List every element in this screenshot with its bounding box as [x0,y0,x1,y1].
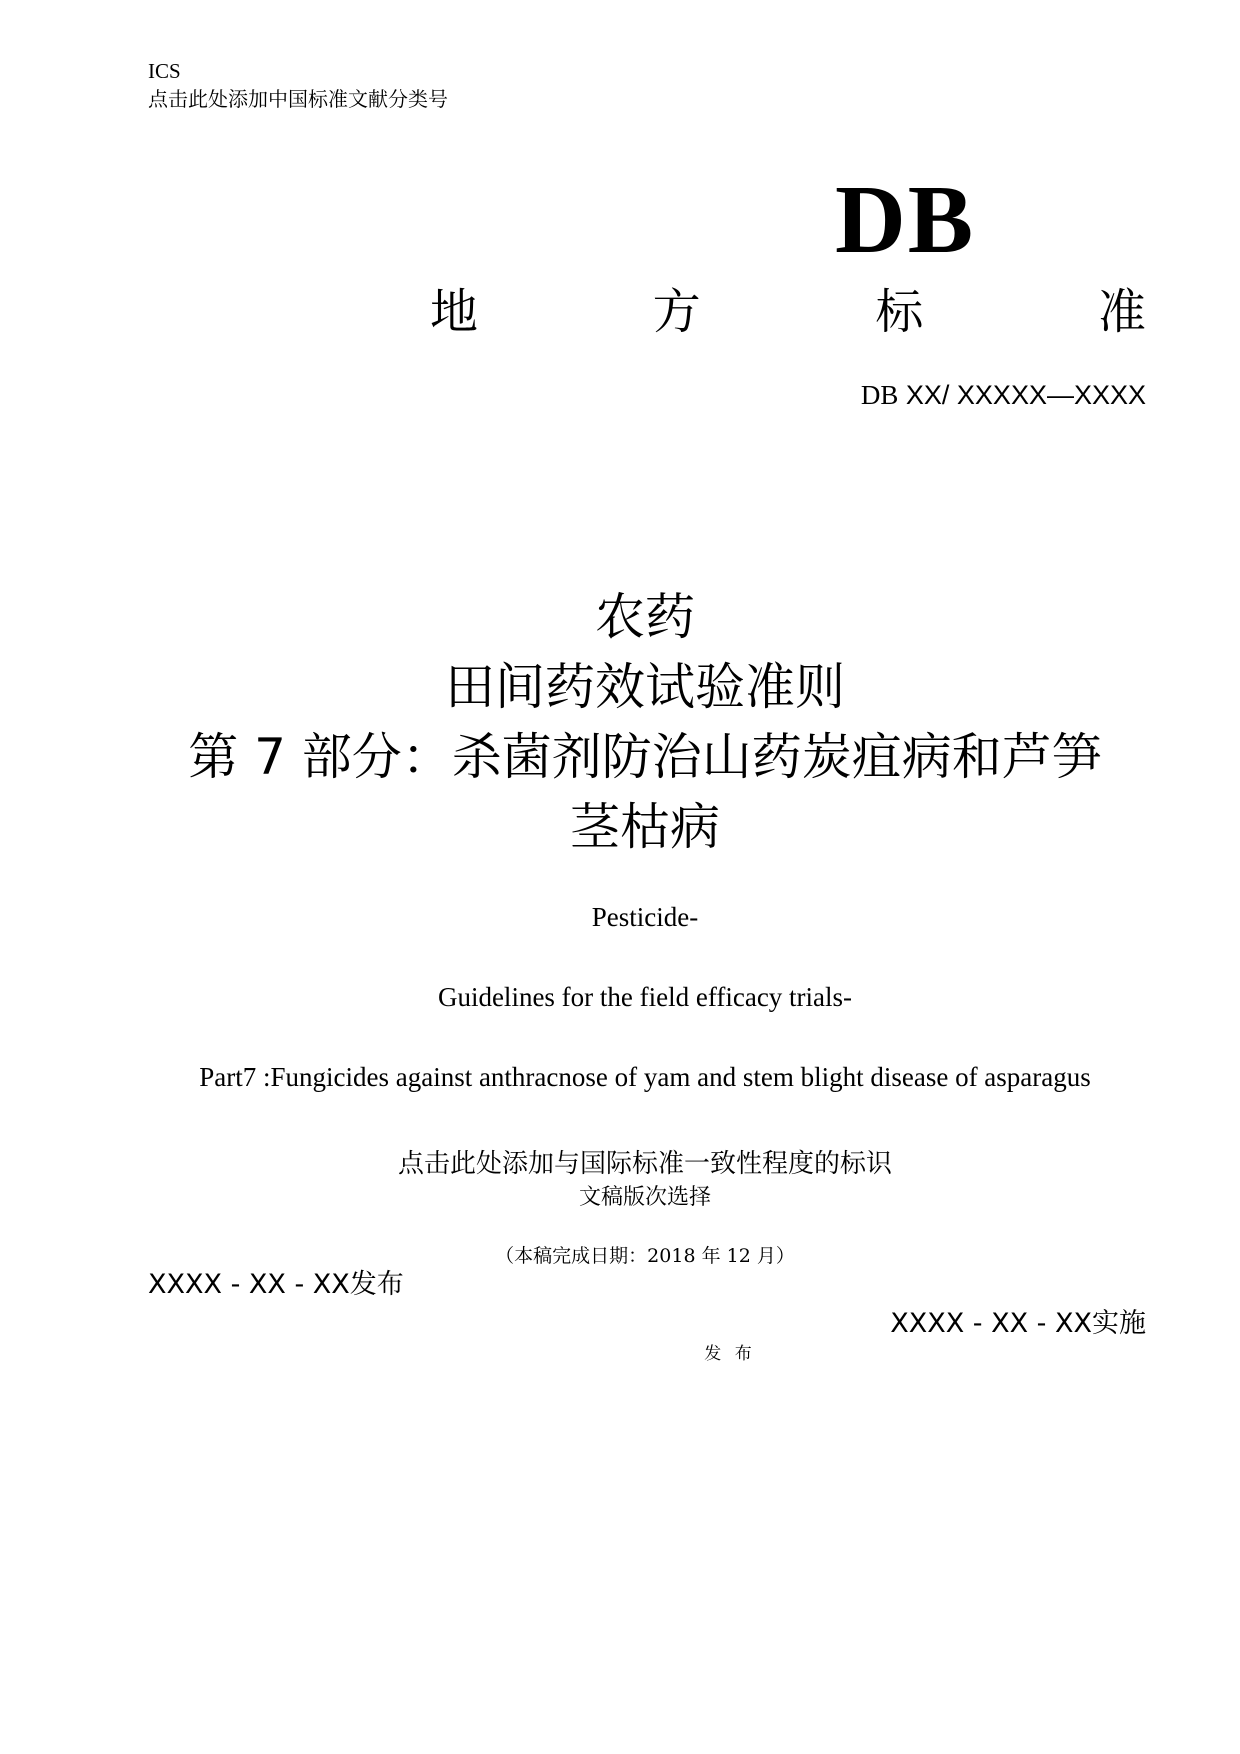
standard-type-char: 方 [652,284,701,340]
standard-number-code: XX/ XXXXX—XXXX [905,380,1146,410]
draft-version-select[interactable]: 文稿版次选择 [578,1185,711,1210]
consistency-placeholder[interactable]: 点击此处添加与国际标准一致性程度的标识 [397,1149,892,1179]
standard-type [430,282,1146,342]
publisher-label: 发 布 [704,1344,756,1364]
title-line: 田间药效试验准则 [445,658,845,716]
standard-number-prefix: DB [860,380,899,410]
english-title-line-3: Part7 :Fungicides against anthracnose of yam and stem blight disease of asparagus [199,1062,1091,1092]
ccs-placeholder[interactable]: 点击此处添加中国标准文献分类号 [148,87,448,111]
chinese-title [140,582,1150,862]
completion-date: （本稿完成日期：2018 年 12 月） [495,1245,795,1267]
title-line: 农药 [595,588,695,646]
standard-type-char: 标 [875,284,924,340]
standard-type-char: 准 [1097,284,1146,340]
issue-date[interactable]: XXXX - XX - XX发布 [148,1269,404,1300]
implementation-date[interactable]: XXXX - XX - XX实施 [890,1308,1146,1339]
title-line: 第 7 部分：杀菌剂防治山药炭疽病和芦笋 [188,728,1102,786]
title-line: 茎枯病 [570,798,720,856]
db-mark: DB [835,166,976,274]
standard-number [861,378,1146,412]
english-title-line-2: Guidelines for the field efficacy trials- [437,982,853,1012]
standard-type-char: 地 [430,284,479,340]
english-title-line-1: Pesticide- [591,902,699,932]
ics-code: ICS [148,59,181,83]
